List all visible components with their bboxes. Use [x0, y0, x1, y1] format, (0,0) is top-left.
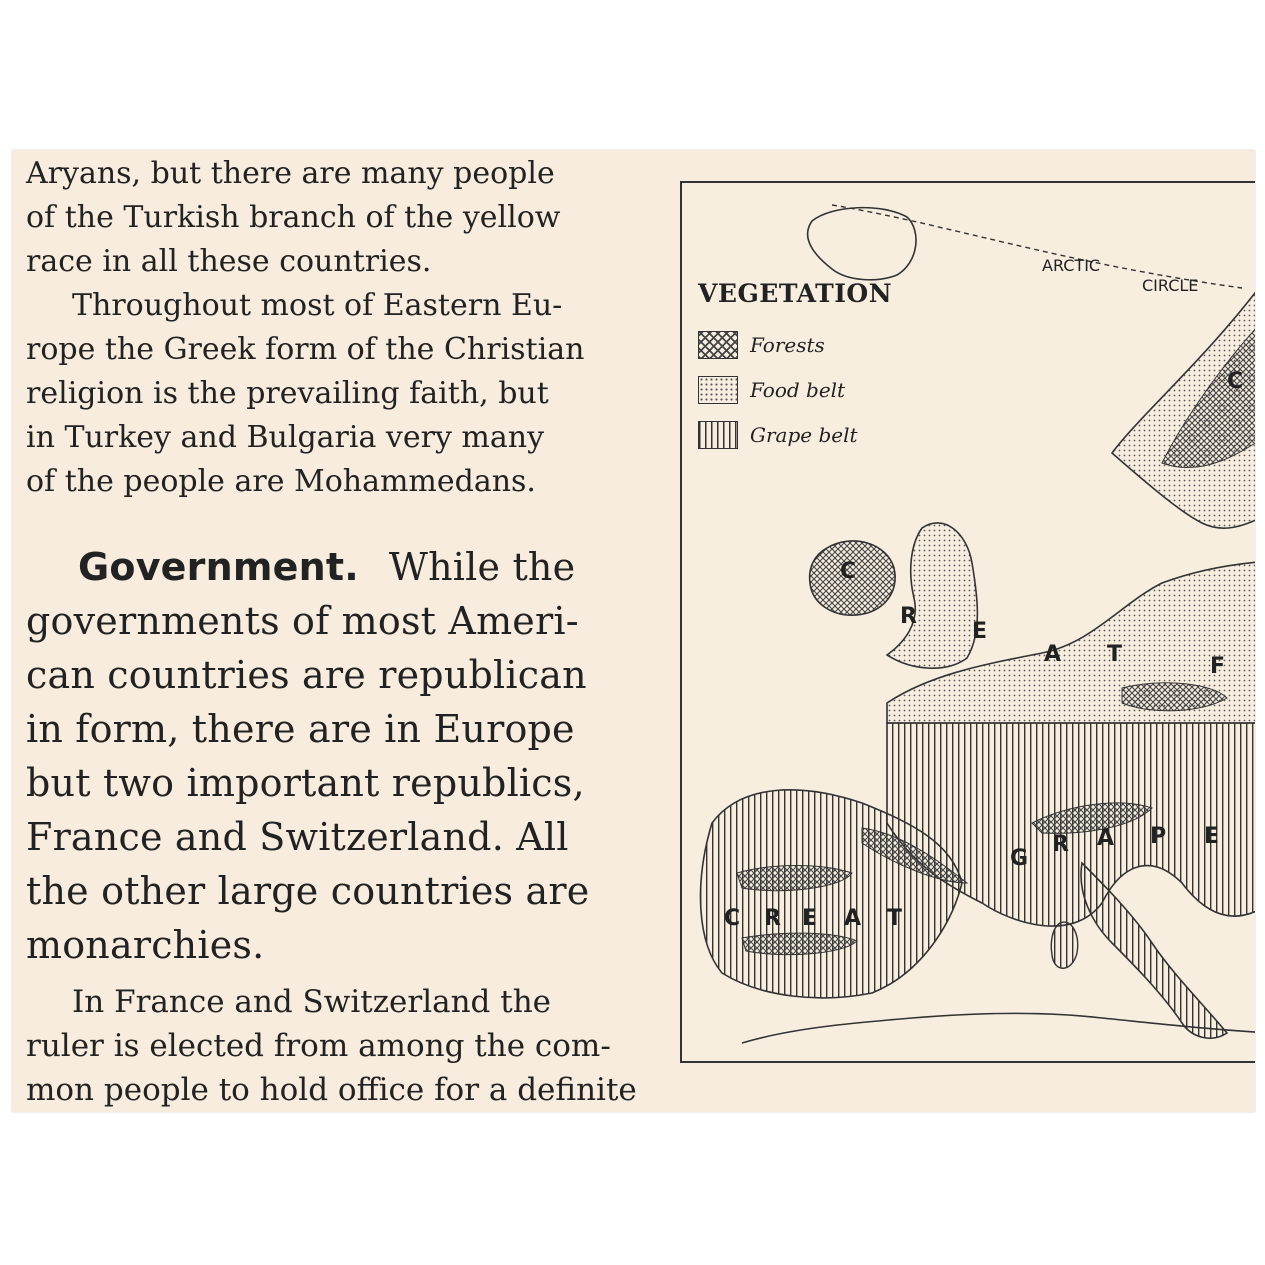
text-line: France and Switzerland. All [26, 815, 569, 859]
iceland-shape [808, 208, 916, 280]
text-line: ruler is elected from among the com- [26, 1028, 611, 1064]
map-letter: A [1044, 642, 1062, 667]
text-line: religion is the prevailing faith, but [26, 376, 549, 411]
vertical-lines-swatch [698, 421, 738, 449]
legend-item-forests [698, 322, 892, 367]
text-line: mon people to hold office for a definite [26, 1072, 637, 1108]
map-letter: T [887, 906, 903, 931]
text-line [26, 540, 589, 594]
map-letter: F [1210, 654, 1226, 679]
text-line-start: While the [388, 545, 576, 589]
map-letter: T [1107, 642, 1123, 667]
map-legend [698, 279, 892, 457]
paragraph-government [26, 540, 589, 972]
map-letter: E [1204, 824, 1220, 849]
text-line: Throughout most of Eastern Eu- [72, 288, 563, 323]
dots-swatch [698, 376, 738, 404]
text-line: Aryans, but there are many people [26, 156, 555, 191]
text-line: can countries are republican [26, 653, 587, 697]
text-line: monarchies. [26, 923, 265, 967]
map-letter: P [1150, 824, 1167, 849]
map-letter: A [1097, 826, 1115, 851]
map-letter: R [900, 604, 917, 629]
map-letter: A [844, 906, 862, 931]
legend-label: Food belt [750, 377, 846, 402]
text-line: race in all these countries. [26, 244, 432, 279]
legend-item-food-belt [698, 367, 892, 412]
map-letter: R [1052, 832, 1069, 857]
text-line: in Turkey and Bulgaria very many [26, 420, 545, 455]
section-heading: Government. [78, 545, 359, 589]
paragraph-rulers [26, 980, 637, 1112]
vegetation-map [680, 181, 1255, 1063]
legend-label: Grape belt [750, 422, 858, 447]
map-letter: G [1010, 846, 1029, 871]
great-britain-shape [887, 523, 977, 668]
map-letter: C [840, 559, 857, 584]
map-letter: E [972, 619, 988, 644]
text-line: rope the Greek form of the Christian [26, 332, 585, 367]
text-line: of the people are Mohammedans. [26, 464, 536, 499]
map-letter: R [764, 906, 781, 931]
map-letter: C [724, 906, 741, 931]
text-line: but two important republics, [26, 761, 585, 805]
text-line: in form, there are in Europe [26, 707, 575, 751]
paragraph-aryans [26, 152, 560, 284]
paragraph-religion [26, 284, 584, 504]
map-letter: E [802, 906, 818, 931]
text-line: of the Turkish branch of the yellow [26, 200, 561, 235]
text-line: In France and Switzerland the [72, 984, 552, 1020]
legend-label: Forests [750, 332, 825, 357]
text-line: governments of most Ameri- [26, 599, 579, 643]
text-line: the other large countries are [26, 869, 590, 913]
island-shape [1051, 922, 1077, 968]
arctic-label: ARCTIC [1042, 256, 1101, 275]
book-page [12, 150, 1255, 1112]
legend-title: VEGETATION [698, 279, 893, 308]
map-letter: C [1227, 369, 1244, 394]
legend-item-grape-belt [698, 412, 892, 457]
crosshatch-swatch [698, 331, 738, 359]
arctic-label: CIRCLE [1142, 276, 1199, 295]
